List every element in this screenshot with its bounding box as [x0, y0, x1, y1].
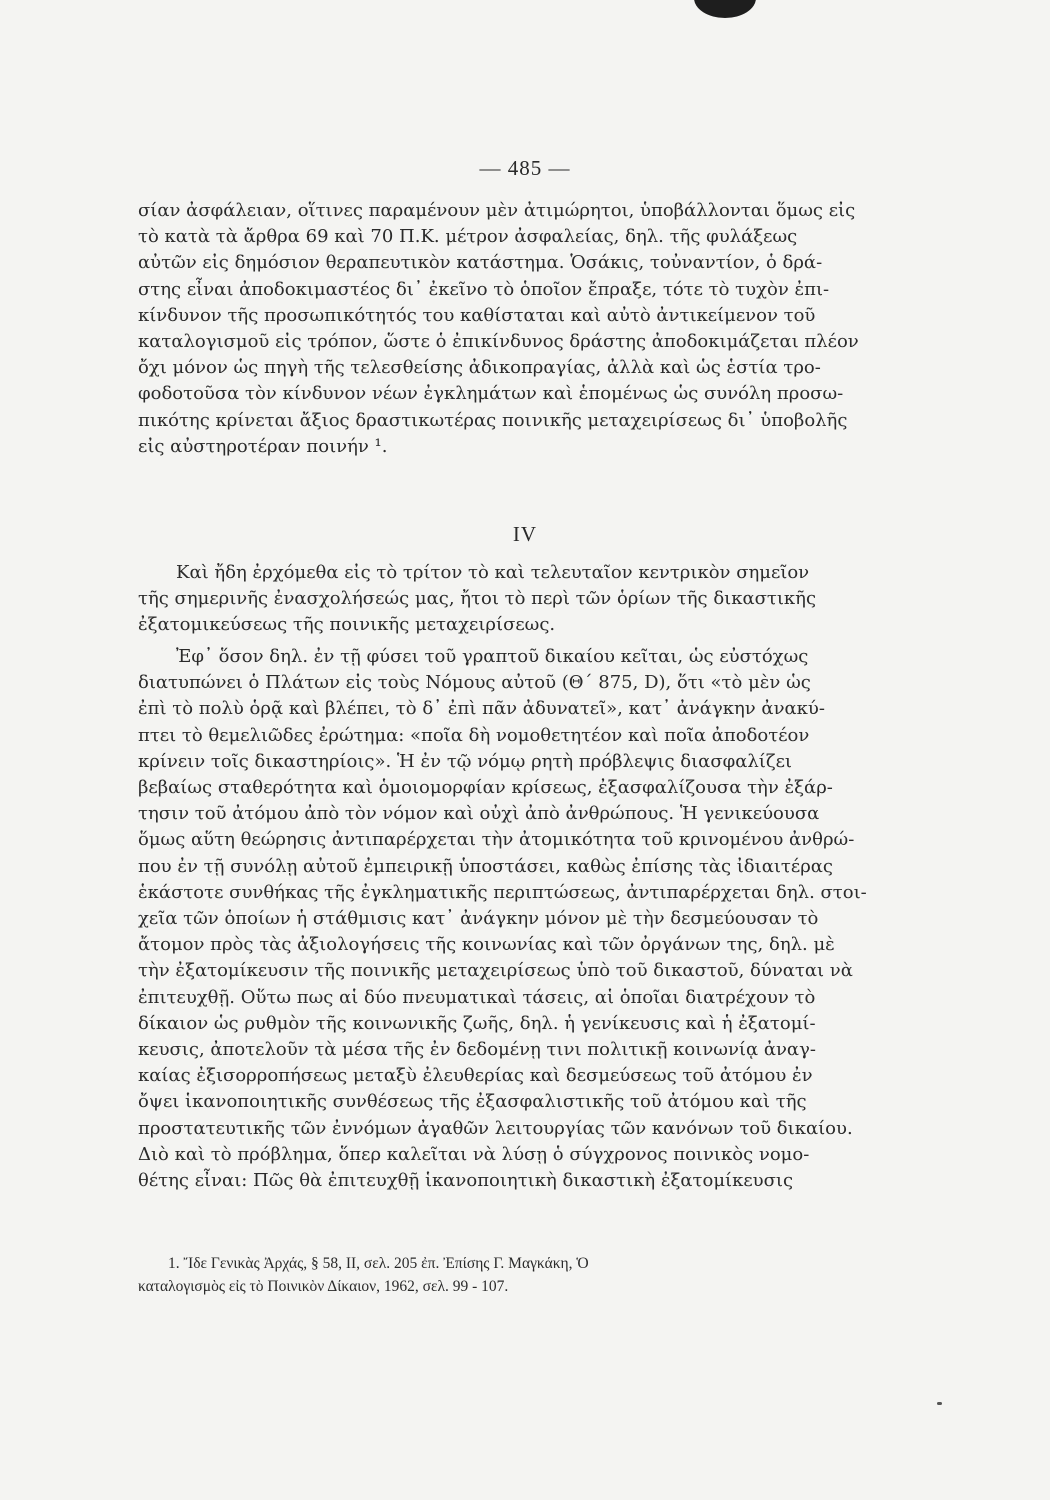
- text-line: θέτης εἶναι: Πῶς θὰ ἐπιτευχθῇ ἱκανοποιητικὴ δικαστικὴ ἐξατομίκευσις: [138, 1170, 794, 1192]
- text-line: ἄτομον πρὸς τὰς ἀξιολογήσεις τῆς κοινωνίας καὶ τῶν ὀργάνων της, δηλ. μὲ: [138, 934, 835, 956]
- text-line: τῆς σημερινῆς ἐνασχολήσεώς μας, ἤτοι τὸ περὶ τῶν ὁρίων τῆς δικαστικῆς: [138, 588, 817, 610]
- paragraph-main: [138, 644, 867, 1194]
- text-line: ἑκάστοτε συνθήκας τῆς ἐγκληματικῆς περιπτώσεως, ἀντιπαρέρχεται δηλ. στοι-: [138, 881, 867, 903]
- text-line: προστατευτικῆς τῶν ἐννόμων ἀγαθῶν λειτουργίας τῶν κανόνων τοῦ δικαίου.: [138, 1117, 853, 1139]
- text-line: ἐπὶ τὸ πολὺ ὁρᾷ καὶ βλέπει, τὸ δ᾽ ἐπὶ πᾶν ἀδυνατεῖ», κατ᾽ ἀνάγκην ἀνακύ-: [138, 698, 825, 720]
- text-line: χεῖα τῶν ὁποίων ἡ στάθμισις κατ᾽ ἀνάγκην μόνον μὲ τὴν δεσμεύουσαν τὸ: [138, 908, 819, 930]
- text-line: διατυπώνει ὁ Πλάτων εἰς τοὺς Νόμους αὐτοῦ (Θ΄ 875, D), ὅτι «τὸ μὲν ὡς: [138, 672, 811, 694]
- text-line: πικότης κρίνεται ἄξιος δραστικωτέρας ποινικῆς μεταχειρίσεως δι᾽ ὑποβολῆς: [138, 409, 848, 431]
- footnote-line: καταλογισμὸς εἰς τὸ Ποινικὸν Δίκαιον, 1962, σελ. 99 - 107.: [138, 1278, 509, 1295]
- text-line: καίας ἐξισορροπήσεως μεταξὺ ἐλευθερίας καὶ δεσμεύσεως τοῦ ἀτόμου ἐν: [138, 1065, 813, 1087]
- text-line: ὅμως αὕτη θεώρησις ἀντιπαρέρχεται τὴν ἀτομικότητα τοῦ κρινομένου ἀνθρώ-: [138, 829, 855, 851]
- text-line: στης εἶναι ἀποδοκιμαστέος δι᾽ ἐκεῖνο τὸ ὁποῖον ἔπραξε, τότε τὸ τυχὸν ἐπι-: [138, 278, 830, 300]
- text-line: που ἐν τῇ συνόλῃ αὐτοῦ ἐμπειρικῇ ὑποστάσει, καθὼς ἐπίσης τὰς ἰδιαιτέρας: [138, 855, 834, 877]
- text-line: ὄψει ἱκανοποιητικῆς συνθέσεως τῆς ἐξασφαλιστικῆς τοῦ ἀτόμου καὶ τῆς: [138, 1091, 807, 1113]
- text-line: δίκαιον ὡς ρυθμὸν τῆς κοινωνικῆς ζωῆς, δηλ. ἡ γενίκευσις καὶ ἡ ἐξατομί-: [138, 1012, 816, 1034]
- page-number: — 485 —: [479, 156, 571, 180]
- text-line: κρίνειν τοῖς δικαστηρίοις». Ἡ ἐν τῷ νόμῳ ρητὴ πρόβλεψις διασφαλίζει: [138, 750, 792, 772]
- text-line: πτει τὸ θεμελιῶδες ἐρώτημα: «ποῖα δὴ νομοθετητέον καὶ ποῖα ἀποδοτέον: [138, 724, 810, 746]
- text-line: Διὸ καὶ τὸ πρόβλημα, ὅπερ καλεῖται νὰ λύσῃ ὁ σύγχρονος ποινικὸς νομο-: [138, 1143, 810, 1165]
- text-line: τὸ κατὰ τὰ ἄρθρα 69 καὶ 70 Π.Κ. μέτρον ἀσφαλείας, δηλ. τῆς φυλάξεως: [138, 226, 798, 248]
- text-line: Ἐφ᾽ ὅσον δηλ. ἐν τῇ φύσει τοῦ γραπτοῦ δικαίου κεῖται, ὡς εὐστόχως: [176, 646, 809, 667]
- text-line: Καὶ ἤδη ἐρχόμεθα εἰς τὸ τρίτον τὸ καὶ τελευταῖον κεντρικὸν σημεῖον: [176, 562, 810, 583]
- text-line: κίνδυνον τῆς προσωπικότητός του καθίσταται καὶ αὐτὸ ἀντικείμενον τοῦ: [138, 304, 816, 326]
- text-line: βεβαίως σταθερότητα καὶ ὁμοιομορφίαν κρίσεως, ἐξασφαλίζουσα τὴν ἐξάρ-: [138, 777, 833, 799]
- text-line: καταλογισμοῦ εἰς τρόπον, ὥστε ὁ ἐπικίνδυνος δράστης ἀποδοκιμάζεται πλέον: [138, 331, 859, 353]
- text-line: ἐξατομικεύσεως τῆς ποινικῆς μεταχειρίσεως.: [138, 614, 556, 636]
- text-line: σίαν ἀσφάλειαν, οἵτινες παραμένουν μὲν ἀτιμώρητοι, ὑποβάλλονται ὅμως εἰς: [138, 200, 856, 221]
- text-line: τὴν ἐξατομίκευσιν τῆς ποινικῆς μεταχειρίσεως ὑπὸ τοῦ δικαστοῦ, δύναται νὰ: [138, 960, 853, 982]
- paragraph-intro: [138, 560, 838, 639]
- text-line: κευσις, ἀποτελοῦν τὰ μέσα τῆς ἐν δεδομένῃ τινι πολιτικῇ κοινωνίᾳ ἀναγ-: [138, 1039, 816, 1061]
- paper-speck: [937, 1402, 942, 1405]
- ink-blot: [694, 0, 756, 18]
- text-line: τησιν τοῦ ἀτόμου ἀπὸ τὸν νόμον καὶ οὐχὶ ἀπὸ ἀνθρώπους. Ἡ γενικεύουσα: [138, 803, 820, 825]
- section-heading: IV: [512, 522, 538, 546]
- text-line: ἐπιτευχθῇ. Οὕτω πως αἱ δύο πνευματικαὶ τάσεις, αἱ ὁποῖαι διατρέχουν τὸ: [138, 986, 816, 1008]
- text-line: ὄχι μόνον ὡς πηγὴ τῆς τελεσθείσης ἀδικοπραγίας, ἀλλὰ καὶ ὡς ἑστία τρο-: [138, 357, 821, 379]
- footnote-line: 1. Ἴδε Γενικὰς Ἀρχάς, § 58, II, σελ. 205 ἐπ. Ἐπίσης Γ. Μαγκάκη, Ὁ: [168, 1255, 589, 1272]
- footnotes: [138, 1252, 848, 1298]
- text-line: εἰς αὐστηροτέραν ποινήν ¹.: [138, 435, 388, 457]
- text-line: αὐτῶν εἰς δημόσιον θεραπευτικὸν κατάστημα. Ὁσάκις, τοὐναντίον, ὁ δρά-: [138, 252, 823, 274]
- paragraph-continuation: [138, 198, 859, 460]
- text-line: φοδοτοῦσα τὸν κίνδυνον νέων ἐγκλημάτων καὶ ἑπομένως ὡς συνόλη προσω-: [138, 383, 844, 405]
